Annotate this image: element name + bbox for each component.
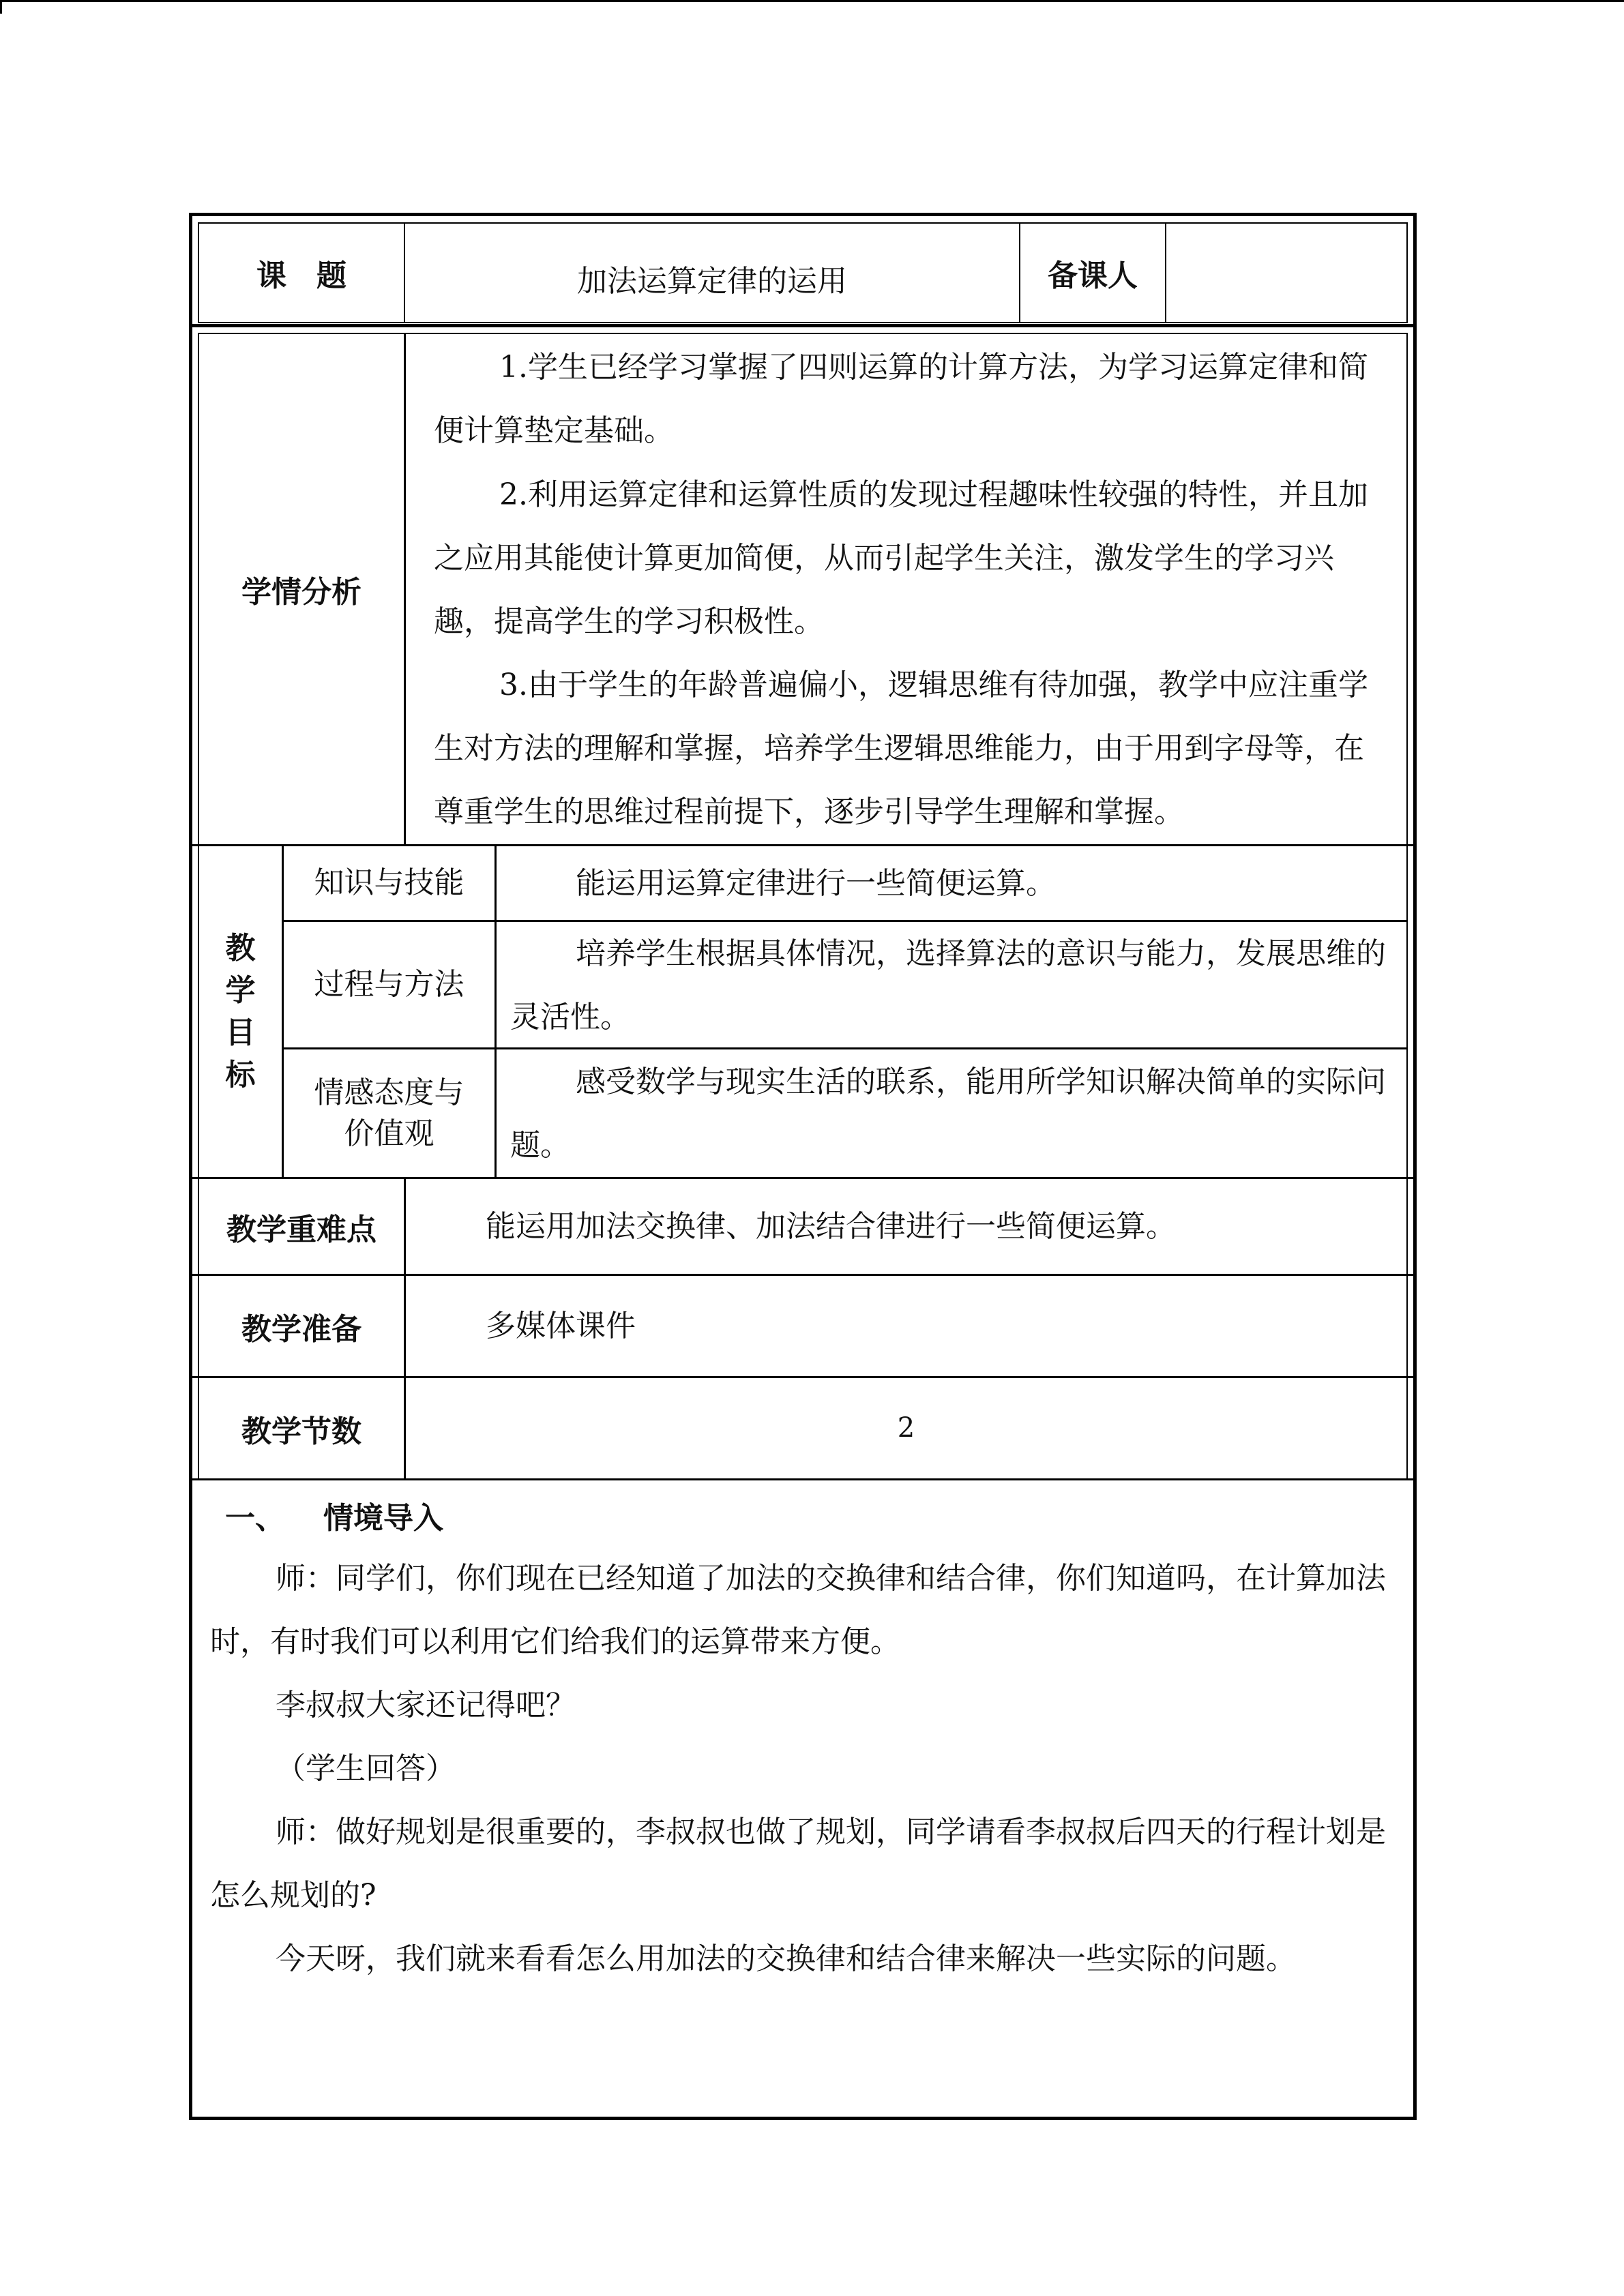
intro-paragraph-1: 师：同学们，你们现在已经知道了加法的交换律和结合律，你们知道吗，在计算加法时，有时我们可以利用它们给我们的运算带来方便。 <box>210 1561 1386 1659</box>
goal-process-text: 培养学生根据具体情况，选择算法的意识与能力，发展思维的灵活性。 <box>510 936 1386 1034</box>
intro-title: 情境导入 <box>323 1501 443 1536</box>
intro-number: 一、 <box>225 1501 285 1536</box>
analysis-label: 学情分析 <box>241 575 361 610</box>
intro-paragraph-4: 师：做好规划是很重要的，李叔叔也做了规划，同学请看李叔叔后四天的行程计划是怎么规划的? <box>210 1815 1386 1913</box>
goals-char-2: 学 <box>225 972 256 1008</box>
goals-char-4: 标 <box>225 1057 256 1092</box>
topic-label: 课 题 <box>256 258 346 293</box>
page-top-border <box>0 0 1624 2</box>
analysis-divider <box>404 334 406 844</box>
goal-attitude-label <box>284 1049 494 1177</box>
goals-char-3: 目 <box>225 1015 256 1050</box>
topic-value: 加法运算定律的运用 <box>577 263 847 299</box>
analysis-paragraph-2: 2.利用运算定律和运算性质的发现过程趣味性较强的特性，并且加之应用其能使计算更加简便，从而引起学生关注，激发学生的学习兴趣，提高学生的学习积极性。 <box>434 477 1368 639</box>
page-corner-mark <box>0 0 2 14</box>
preparation-label: 教学准备 <box>241 1311 361 1347</box>
periods-value: 2 <box>897 1412 915 1444</box>
preparer-value <box>1166 222 1406 323</box>
goal-attitude-label-line1: 情感态度与 <box>314 1075 464 1110</box>
right-inner-rule <box>1406 334 1408 1478</box>
periods-bottom-rule <box>192 1478 1413 1480</box>
analysis-paragraph-3: 3.由于学生的年龄普遍偏小，逻辑思维有待加强，教学中应注重学生对方法的理解和掌握，培养学生逻辑思维能力，由于用到字母等，在尊重学生的思维过程前提下，逐步引导学生理解和掌握。 <box>434 668 1368 829</box>
goal-knowledge-label: 知识与技能 <box>314 865 464 900</box>
keypoints-label: 教学重难点 <box>226 1212 377 1247</box>
intro-paragraph-3: （学生回答） <box>276 1751 456 1786</box>
periods-label: 教学节数 <box>241 1414 361 1449</box>
goals-vertical-label <box>199 846 282 1177</box>
goals-divider-2 <box>494 844 497 1177</box>
goals-char-1: 教 <box>225 930 256 966</box>
goal-knowledge-text: 能运用运算定律进行一些简便运算。 <box>576 866 1056 901</box>
intro-paragraph-5: 今天呀，我们就来看看怎么用加法的交换律和结合律来解决一些实际的问题。 <box>276 1941 1296 1976</box>
keypoints-text: 能运用加法交换律、加法结合律进行一些简便运算。 <box>486 1209 1176 1244</box>
goal-attitude-text: 感受数学与现实生活的联系，能用所学知识解决简单的实际问题。 <box>510 1064 1386 1163</box>
analysis-paragraph-1: 1.学生已经学习掌握了四则运算的计算方法，为学习运算定律和简便计算垫定基础。 <box>434 350 1368 448</box>
intro-paragraph-2: 李叔叔大家还记得吧？ <box>276 1688 576 1723</box>
goal-process-label: 过程与方法 <box>314 967 464 1002</box>
preparation-text: 多媒体课件 <box>486 1309 636 1343</box>
goal-attitude-label-line2: 价值观 <box>344 1116 434 1151</box>
header-bottom-rule <box>192 324 1413 327</box>
preparer-label: 备课人 <box>1048 258 1138 293</box>
